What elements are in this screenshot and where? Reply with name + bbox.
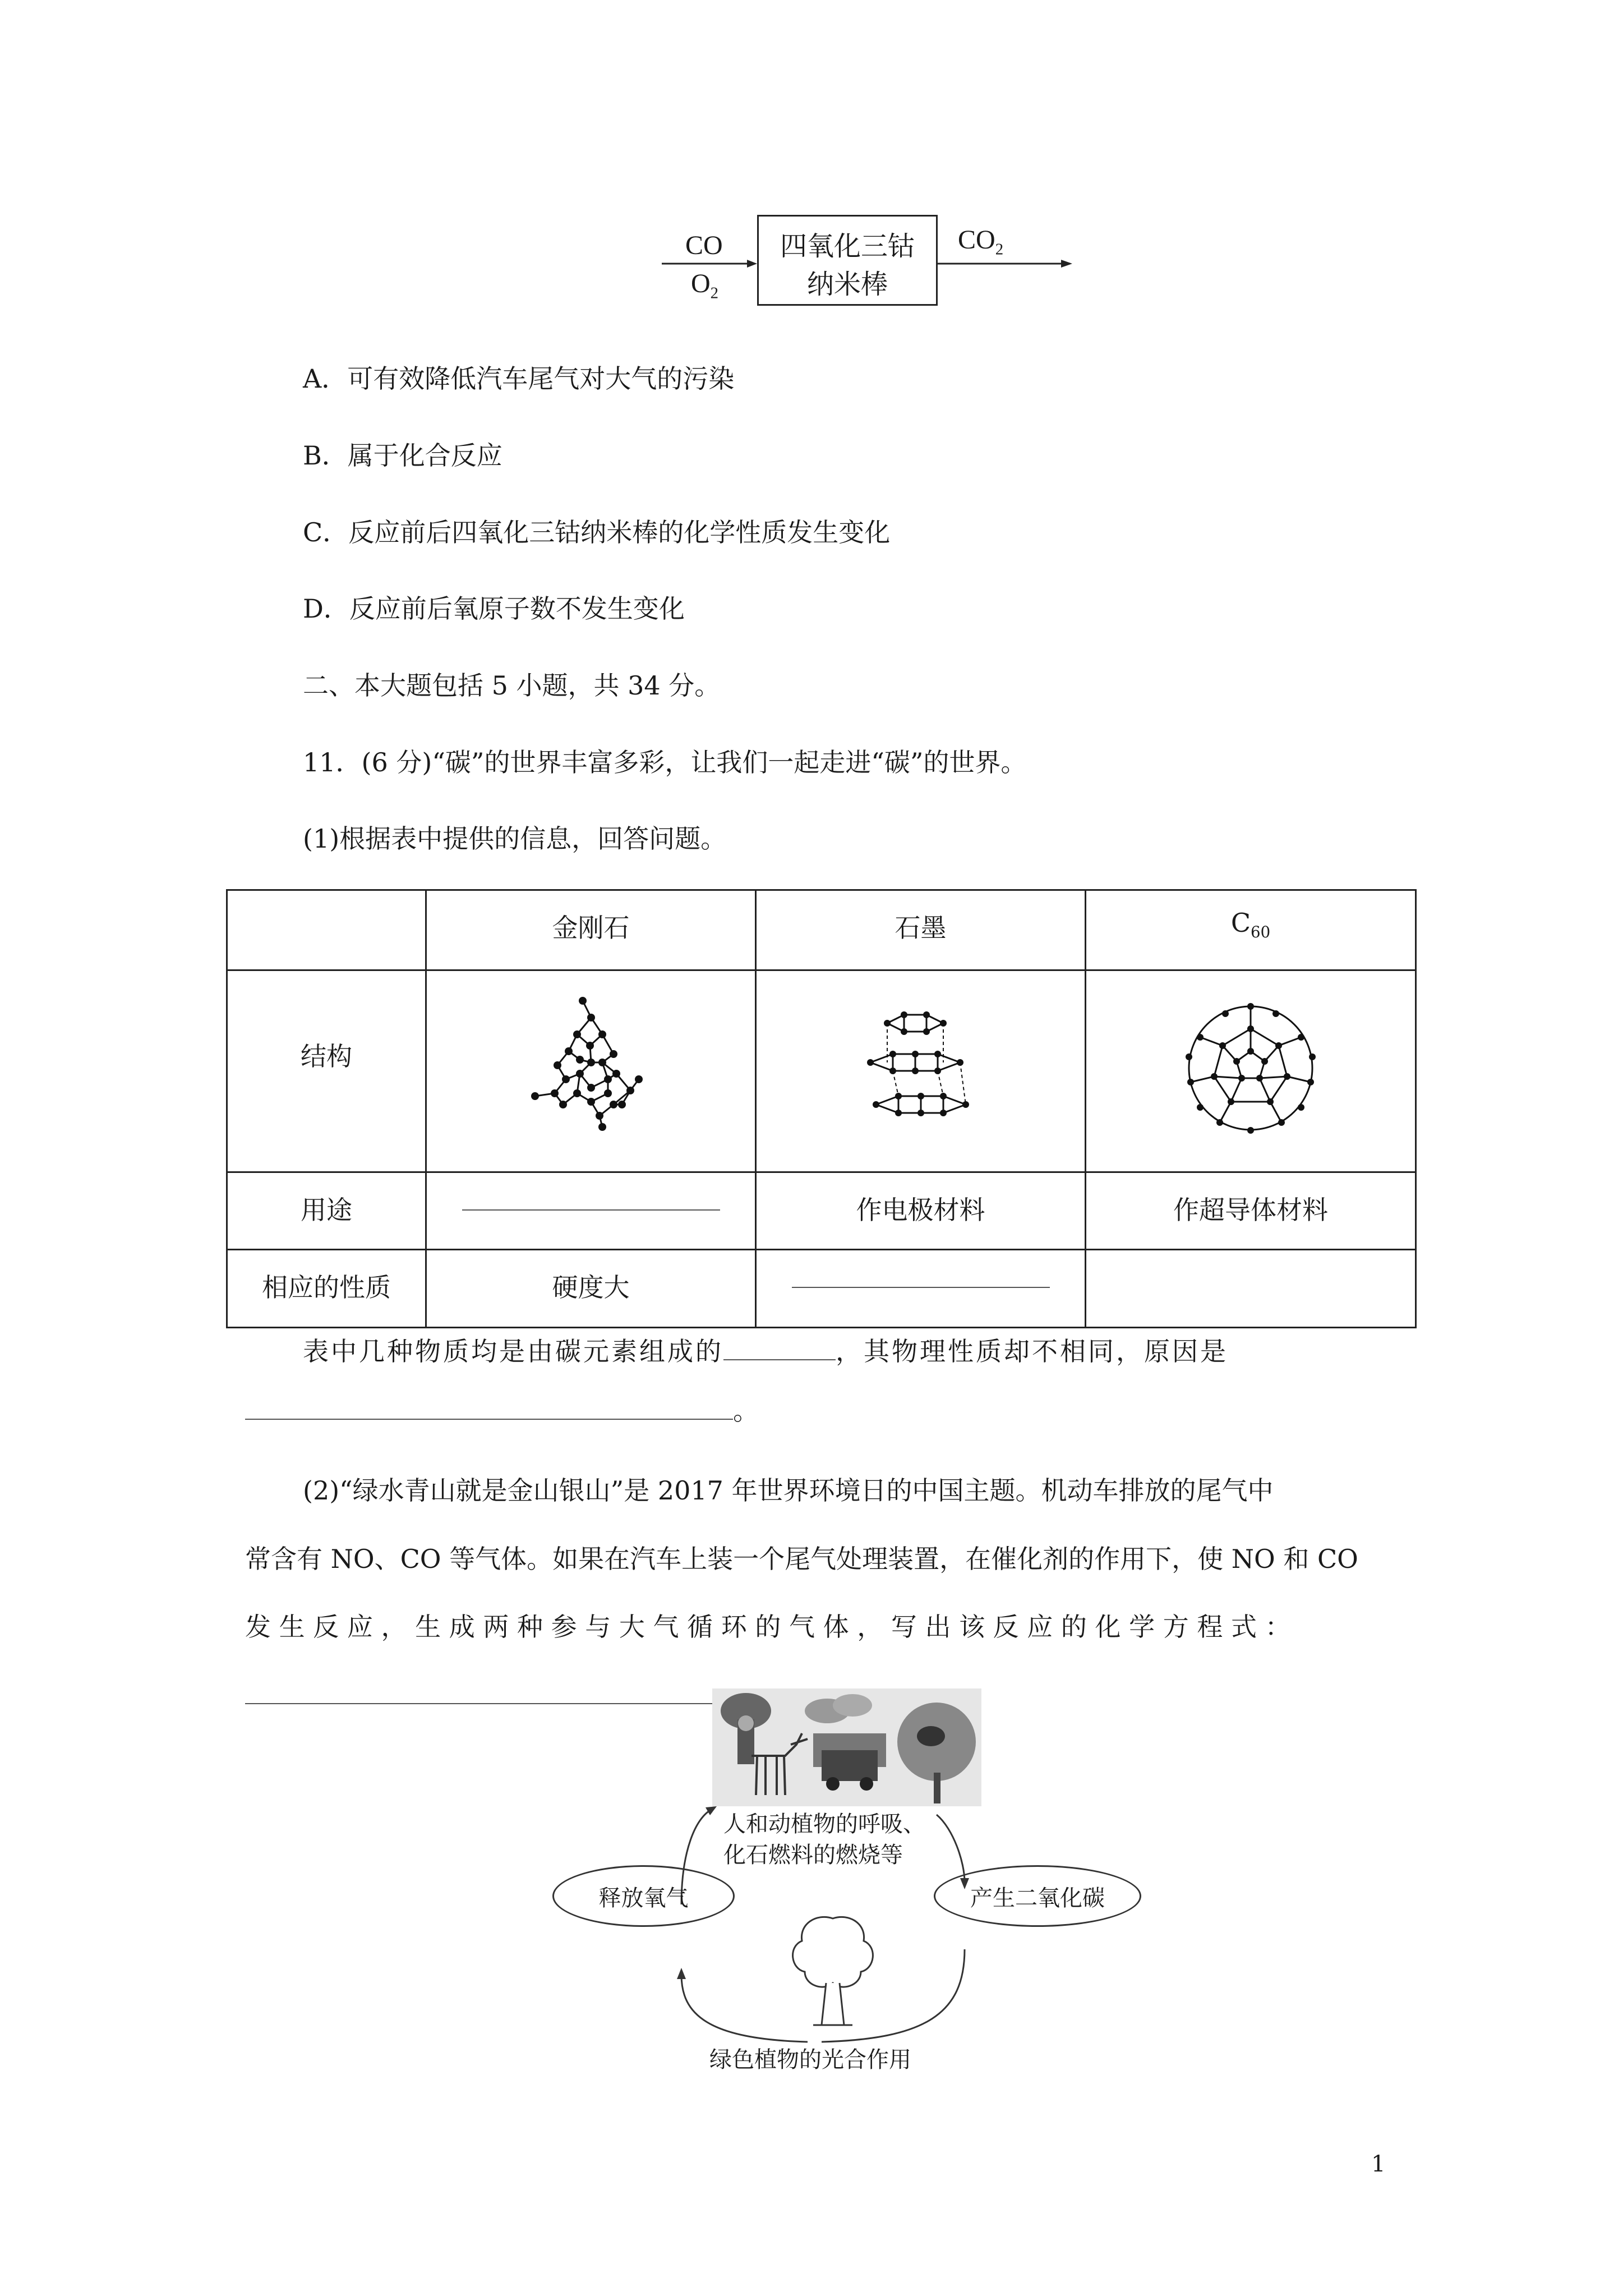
diamond-structure-image [524,995,658,1141]
after-table-line: 表中几种物质均是由碳元素组成的 ，其物理性质却不相同，原因是 [303,1336,1228,1366]
c60-property-empty [1086,1250,1416,1328]
carbon-allotropes-table [226,889,1417,1328]
section-heading: 二、本大题包括 5 小题，共 34 分。 [303,670,721,701]
option-b: B．属于化合反应 [303,440,502,471]
question-11-part2-line3: 发 生 反 应 ， 生 成 两 种 参 与 大 气 循 环 的 气 体 ， 写 出 该 反 应 的 化 学 方 程 式 ： [245,1612,1291,1642]
c60-structure-image [1181,998,1321,1138]
graphite-structure-image [854,1001,988,1135]
question-11-part2-line1: (2)“绿水青山就是金山银山”是 2017 年世界环境日的中国主题。机动车排放的尾气中 [303,1475,1274,1506]
cycle-top-label-line2: 化石燃料的燃烧等 [723,1842,903,1868]
blank-element[interactable] [723,1359,836,1360]
table-header-c60: $C_{60}$ [1086,890,1416,970]
option-c: C．反应前后四氧化三钴纳米棒的化学性质发生变化 [303,517,891,547]
table-row-use-label: 用途 [227,1172,426,1250]
input-o2: $O_2$ [691,269,719,302]
catalyst-line1: 四氧化三钴 [780,231,915,262]
c60-structure-cell [1086,970,1416,1172]
graphite-use: 作电极材料 [756,1172,1086,1250]
table-header-graphite: 石墨 [756,890,1086,970]
blank-reason[interactable] [245,1419,733,1420]
produce-co2-ellipse: 产生二氧化碳 [934,1865,1141,1927]
page-number: 1 [1371,2151,1386,2177]
question-11-part1: (1)根据表中提供的信息，回答问题。 [303,823,727,854]
question-11-stem: 11．(6 分)“碳”的世界丰富多彩，让我们一起走进“碳”的世界。 [303,747,1027,777]
catalyst-box [757,215,938,306]
table-row-structure-label: 结构 [227,970,426,1172]
diamond-use-blank[interactable] [426,1172,756,1250]
option-a: A．可有效降低汽车尾气对大气的污染 [303,364,735,394]
after-table-line2: 。 [245,1396,759,1427]
graphite-property-blank[interactable] [756,1250,1086,1328]
tree-icon [782,1907,883,2036]
input-co: CO [685,231,723,260]
table-row-property-label: 相应的性质 [227,1250,426,1328]
catalyst-line2: 纳米棒 [806,269,888,300]
graphite-structure-cell [756,970,1086,1172]
cycle-top-label-line1: 人和动植物的呼吸、 [723,1811,925,1837]
option-d: D．反应前后氧原子数不发生变化 [303,593,685,624]
output-co2: $CO_2$ [958,225,1004,259]
table-header-empty [227,890,426,970]
table-header-diamond: 金刚石 [426,890,756,970]
diamond-property: 硬度大 [426,1250,756,1328]
cycle-bottom-label: 绿色植物的光合作用 [709,2047,911,2073]
question-11-part2-line2: 常含有 NO、CO 等气体。如果在汽车上装一个尾气处理装置，在催化剂的作用下，使 NO 和 CO [245,1544,1358,1574]
input-arrow [662,255,760,272]
c60-use: 作超导体材料 [1086,1172,1416,1250]
diamond-structure-cell [426,970,756,1172]
release-oxygen-ellipse: 释放氧气 [552,1865,735,1927]
output-arrow [938,255,1075,272]
